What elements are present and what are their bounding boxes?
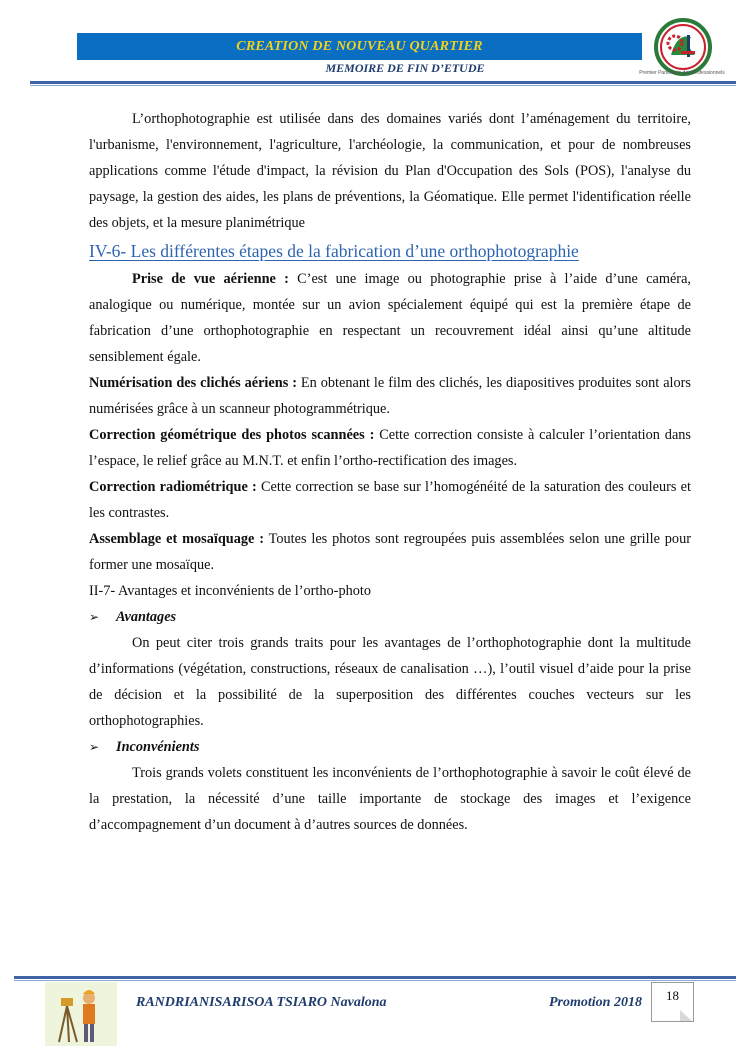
footer-author: RANDRIANISARISOA TSIARO Navalona [136,995,387,1010]
advantages-bullet [89,604,691,630]
advantages-label: Avantages [116,609,177,625]
step-paragraph [89,266,691,370]
step-paragraph [89,422,691,474]
step-term: Correction radiométrique : [89,479,257,495]
step-term: Correction géométrique des photos scannées : [89,427,375,443]
header-rule-thin [30,85,736,86]
advantages-paragraph: On peut citer trois grands traits pour les avantages de l’orthophotographie dont la multitude d’informations (végétation, constructions, réseaux de canalisation …), l’outil visuel d’aide pour la prise de décision et la possibilité de la superposition des différentes couches vecteurs sur les orthophotographies. [89,635,691,729]
step-text: Cette correction consiste à calculer l’orientation dans l’espace, le relief grâce au M.N.T. et enfin l’ortho-rectification des images. [89,427,691,469]
header-rule [30,81,736,84]
step-term: Assemblage et mosaïquage : [89,531,264,547]
step-paragraph [89,370,691,422]
logo-caption: Premier Partenaire des Professionnels [639,70,725,76]
disadvantages-label: Inconvénients [116,739,200,755]
arrow-bullet-icon: ➢ [89,610,100,624]
intro-paragraph: L’orthophotographie est utilisée dans des domaines variés dont l’aménagement du territoire, l'urbanisme, l'environnement, l'agriculture, l'archéologie, la communication, et pour de nombreuses applications comme l'étude d'impact, la révision du Plan d'Occupation des Sols (POS), l'analyse du paysage, la gestion des aides, les plans de préventions, la Géomatique. Elle permet l'identification réelle des objets, et la mesure planimétrique [89,111,691,231]
step-text: C’est une image ou photographie prise à l’aide d’une caméra, analogique ou numérique, montée sur un avion spécialement équipé qui est la première étape de fabrication d’une orthophotographie en respectant un recouvrement idéal ainsi qu’une altitude sensiblement égale. [89,271,691,365]
surveyor-illustration [45,982,117,1046]
page-number: 18 [651,982,694,1022]
step-paragraph [89,526,691,578]
footer-rule [14,976,736,979]
arrow-bullet-icon: ➢ [89,740,100,754]
header-title-bar: CREATION DE NOUVEAU QUARTIER [77,33,642,60]
footer-rule-thin [14,980,736,981]
page-fold-corner [680,1010,692,1021]
step-text: Toutes les photos sont regroupées puis assemblées selon une grille pour former une mosaïque. [89,531,691,573]
disadvantages-bullet [89,734,691,760]
step-text: Cette correction se base sur l’homogénéité de la saturation des couleurs et les contrastes. [89,479,691,521]
step-paragraph [89,474,691,526]
section-heading: IV-6- Les différentes étapes de la fabrication d’une orthophotographie [89,241,579,261]
page-body [89,106,691,838]
step-text: En obtenant le film des clichés, les diapositives produites sont alors numérisées grâce à un scanneur photogrammétrique. [89,375,691,417]
header-subtitle: MEMOIRE DE FIN D’ETUDE [325,61,485,75]
disadvantages-paragraph: Trois grands volets constituent les inconvénients de l’orthophotographie à savoir le coût élevé de la prestation, la nécessité d’une taille importante de stockage des images et l’exigence d’accompagnement d’un document à d’autres sources de données. [89,765,691,833]
footer-promotion: Promotion 2018 [549,995,642,1010]
subsection-heading: II-7- Avantages et inconvénients de l’ortho-photo [89,583,372,599]
step-term: Numérisation des clichés aériens : [89,375,297,391]
step-term: Prise de vue aérienne : [132,271,289,287]
